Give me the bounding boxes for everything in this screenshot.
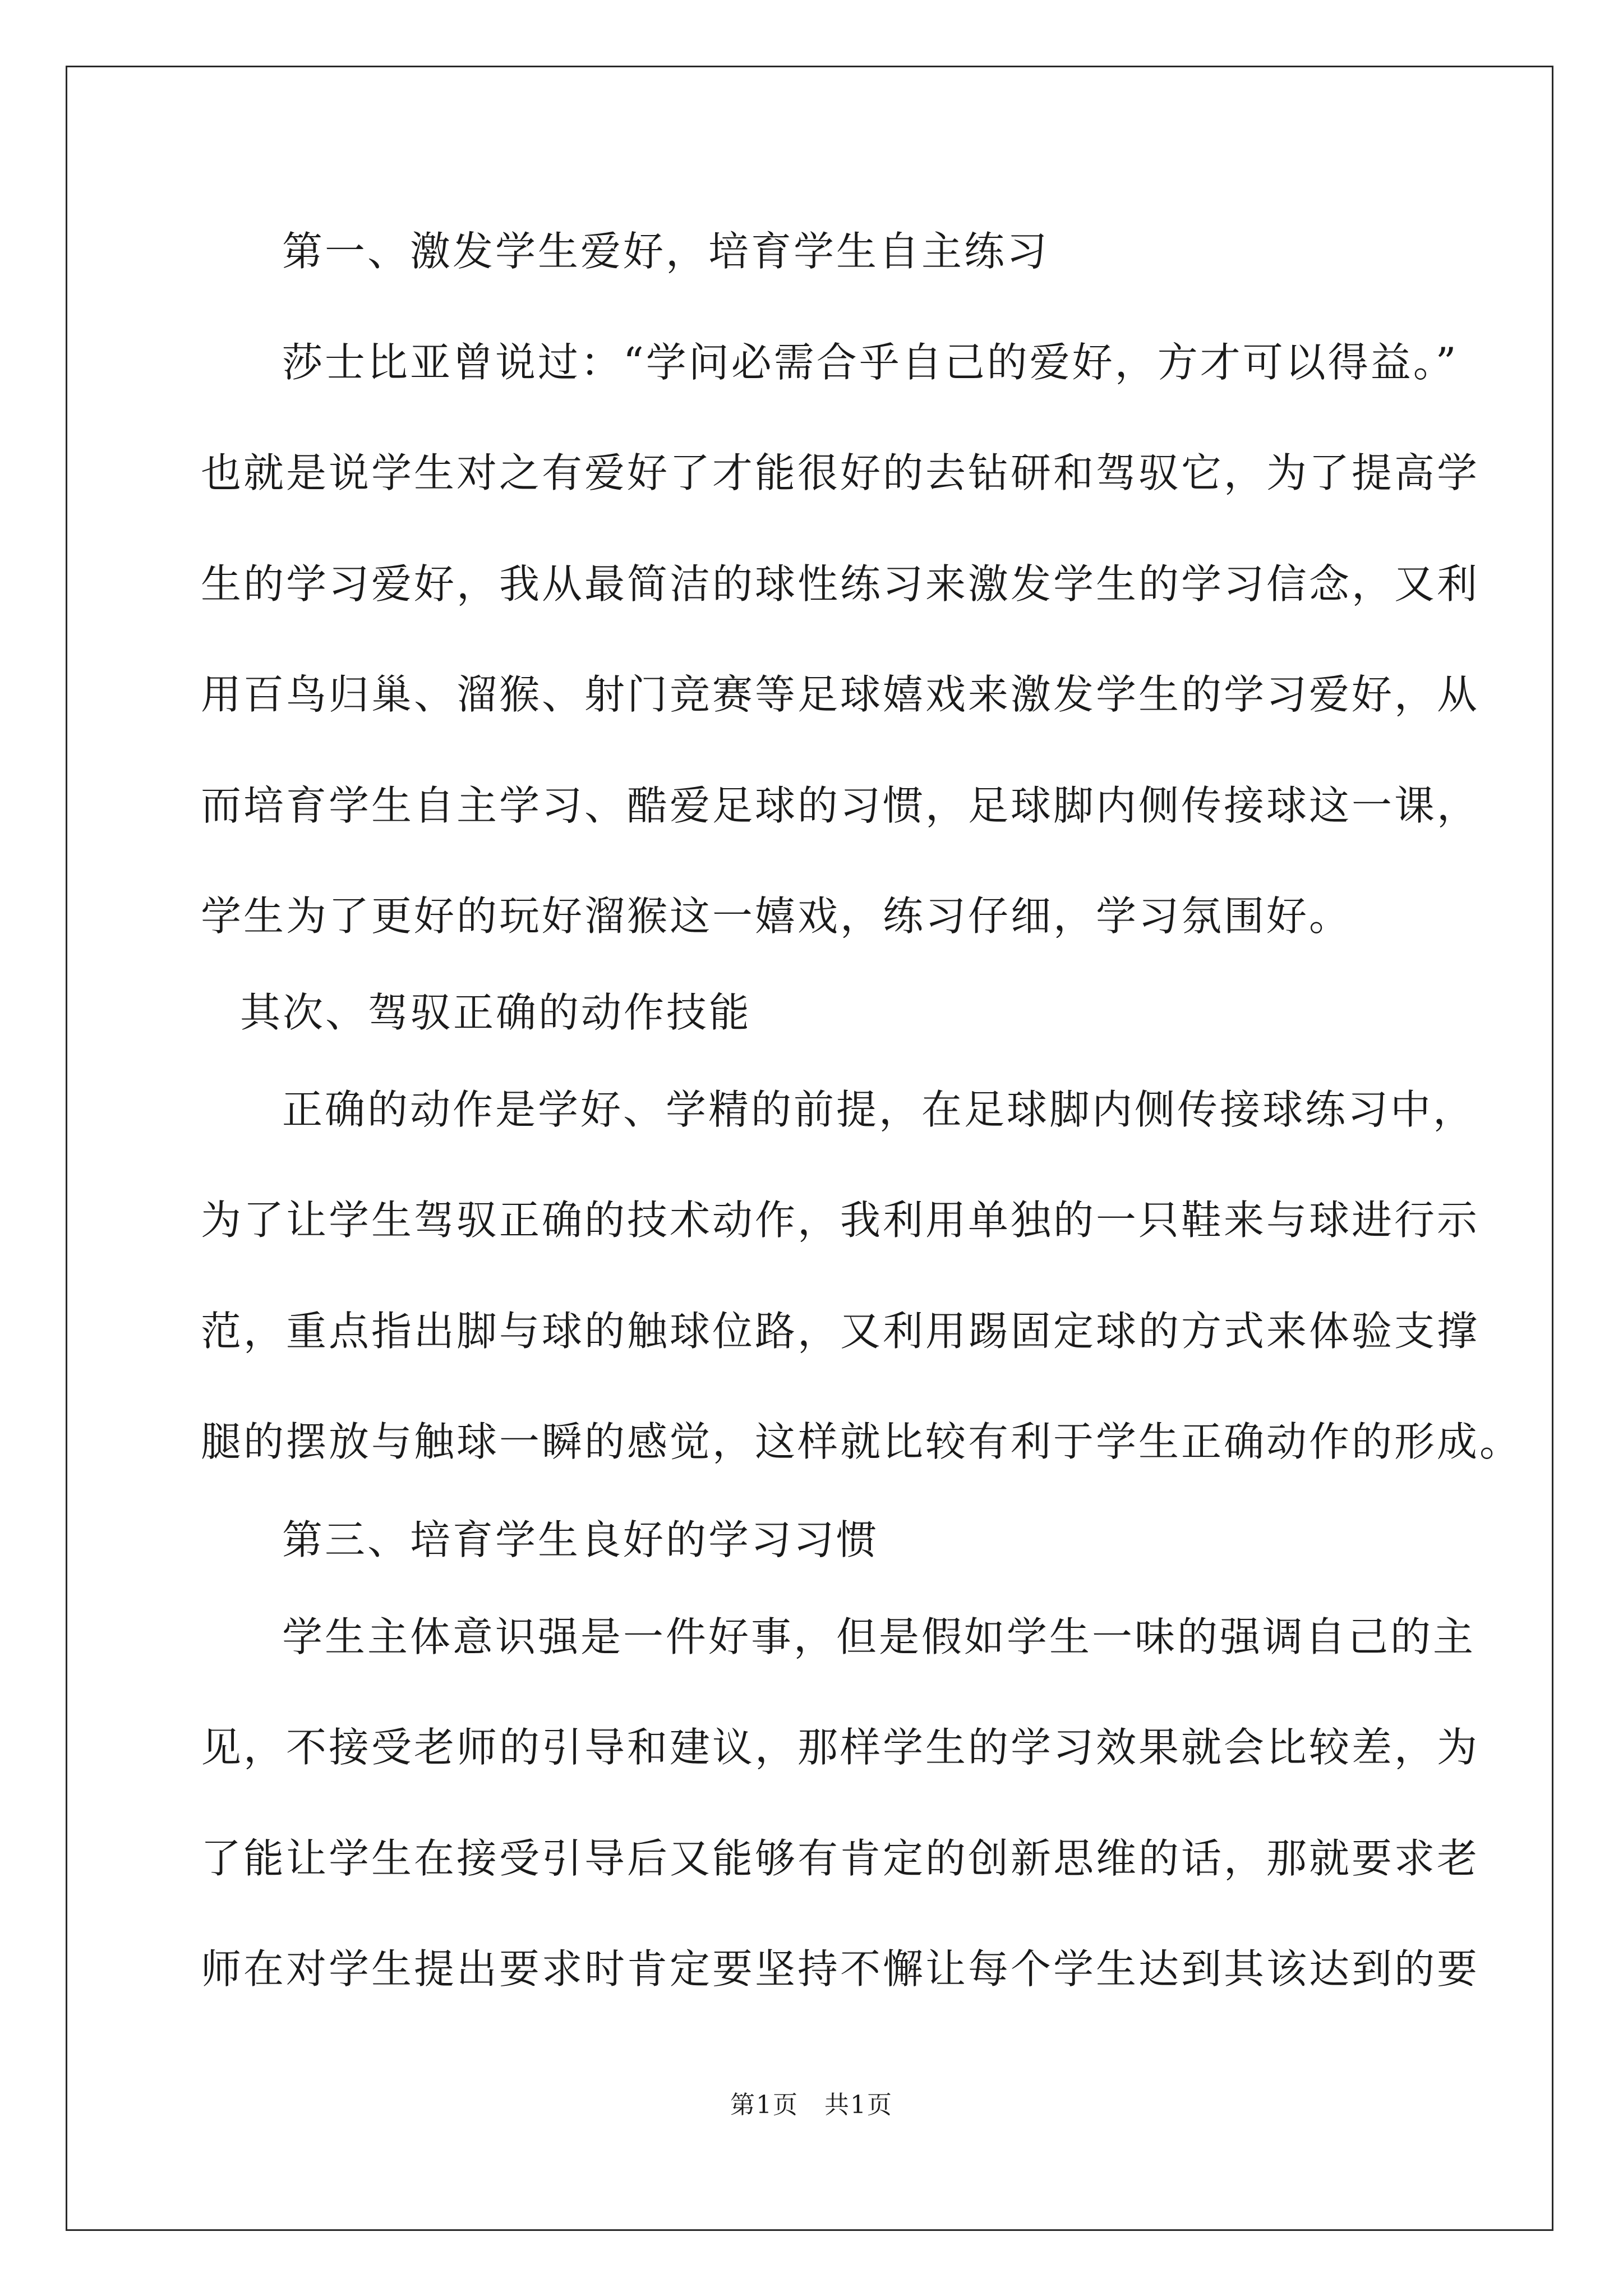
paragraph-line: 生的学习爱好，我从最简洁的球性练习来激发学生的学习信念，又利 <box>201 560 1480 608</box>
heading-first-section: 第一、激发学生爱好，培育学生自主练习 <box>282 228 1050 275</box>
page-number-footer: 第1页 共1页 <box>730 2091 893 2119</box>
paragraph-line: 也就是说学生对之有爱好了才能很好的去钻研和驾驭它，为了提高学 <box>201 449 1480 496</box>
paragraph-line: 了能让学生在接受引导后又能够有肯定的创新思维的话，那就要求老 <box>201 1835 1480 1882</box>
paragraph-line: 用百鸟归巢、溜猴、射门竞赛等足球嬉戏来激发学生的学习爱好，从 <box>201 671 1480 718</box>
heading-third-section: 第三、培育学生良好的学习习惯 <box>282 1516 879 1563</box>
paragraph-line: 正确的动作是学好、学精的前提，在足球脚内侧传接球练习中， <box>282 1086 1476 1133</box>
paragraph-line: 师在对学生提出要求时肯定要坚持不懈让每个学生达到其该达到的要 <box>201 1945 1480 1993</box>
paragraph-line: 学生为了更好的玩好溜猴这一嬉戏，练习仔细，学习氛围好。 <box>201 892 1352 940</box>
paragraph-line: 腿的摆放与触球一瞬的感觉，这样就比较有利于学生正确动作的形成。 <box>201 1418 1523 1465</box>
paragraph-line: 见，不接受老师的引导和建议，那样学生的学习效果就会比较差，为 <box>201 1724 1480 1771</box>
page-border <box>66 66 1553 2231</box>
paragraph-line: 而培育学生自主学习、酷爱足球的习惯，足球脚内侧传接球这一课， <box>201 782 1480 829</box>
paragraph-line: 学生主体意识强是一件好事，但是假如学生一味的强调自己的主 <box>282 1613 1476 1660</box>
heading-second-section: 其次、驾驭正确的动作技能 <box>240 989 752 1036</box>
paragraph-line: 莎士比亚曾说过：“学问必需合乎自己的爱好，方才可以得益。” <box>282 339 1459 386</box>
paragraph-line: 为了让学生驾驭正确的技术动作，我利用单独的一只鞋来与球进行示 <box>201 1197 1480 1244</box>
paragraph-line: 范，重点指出脚与球的触球位路，又利用踢固定球的方式来体验支撑 <box>201 1308 1480 1355</box>
